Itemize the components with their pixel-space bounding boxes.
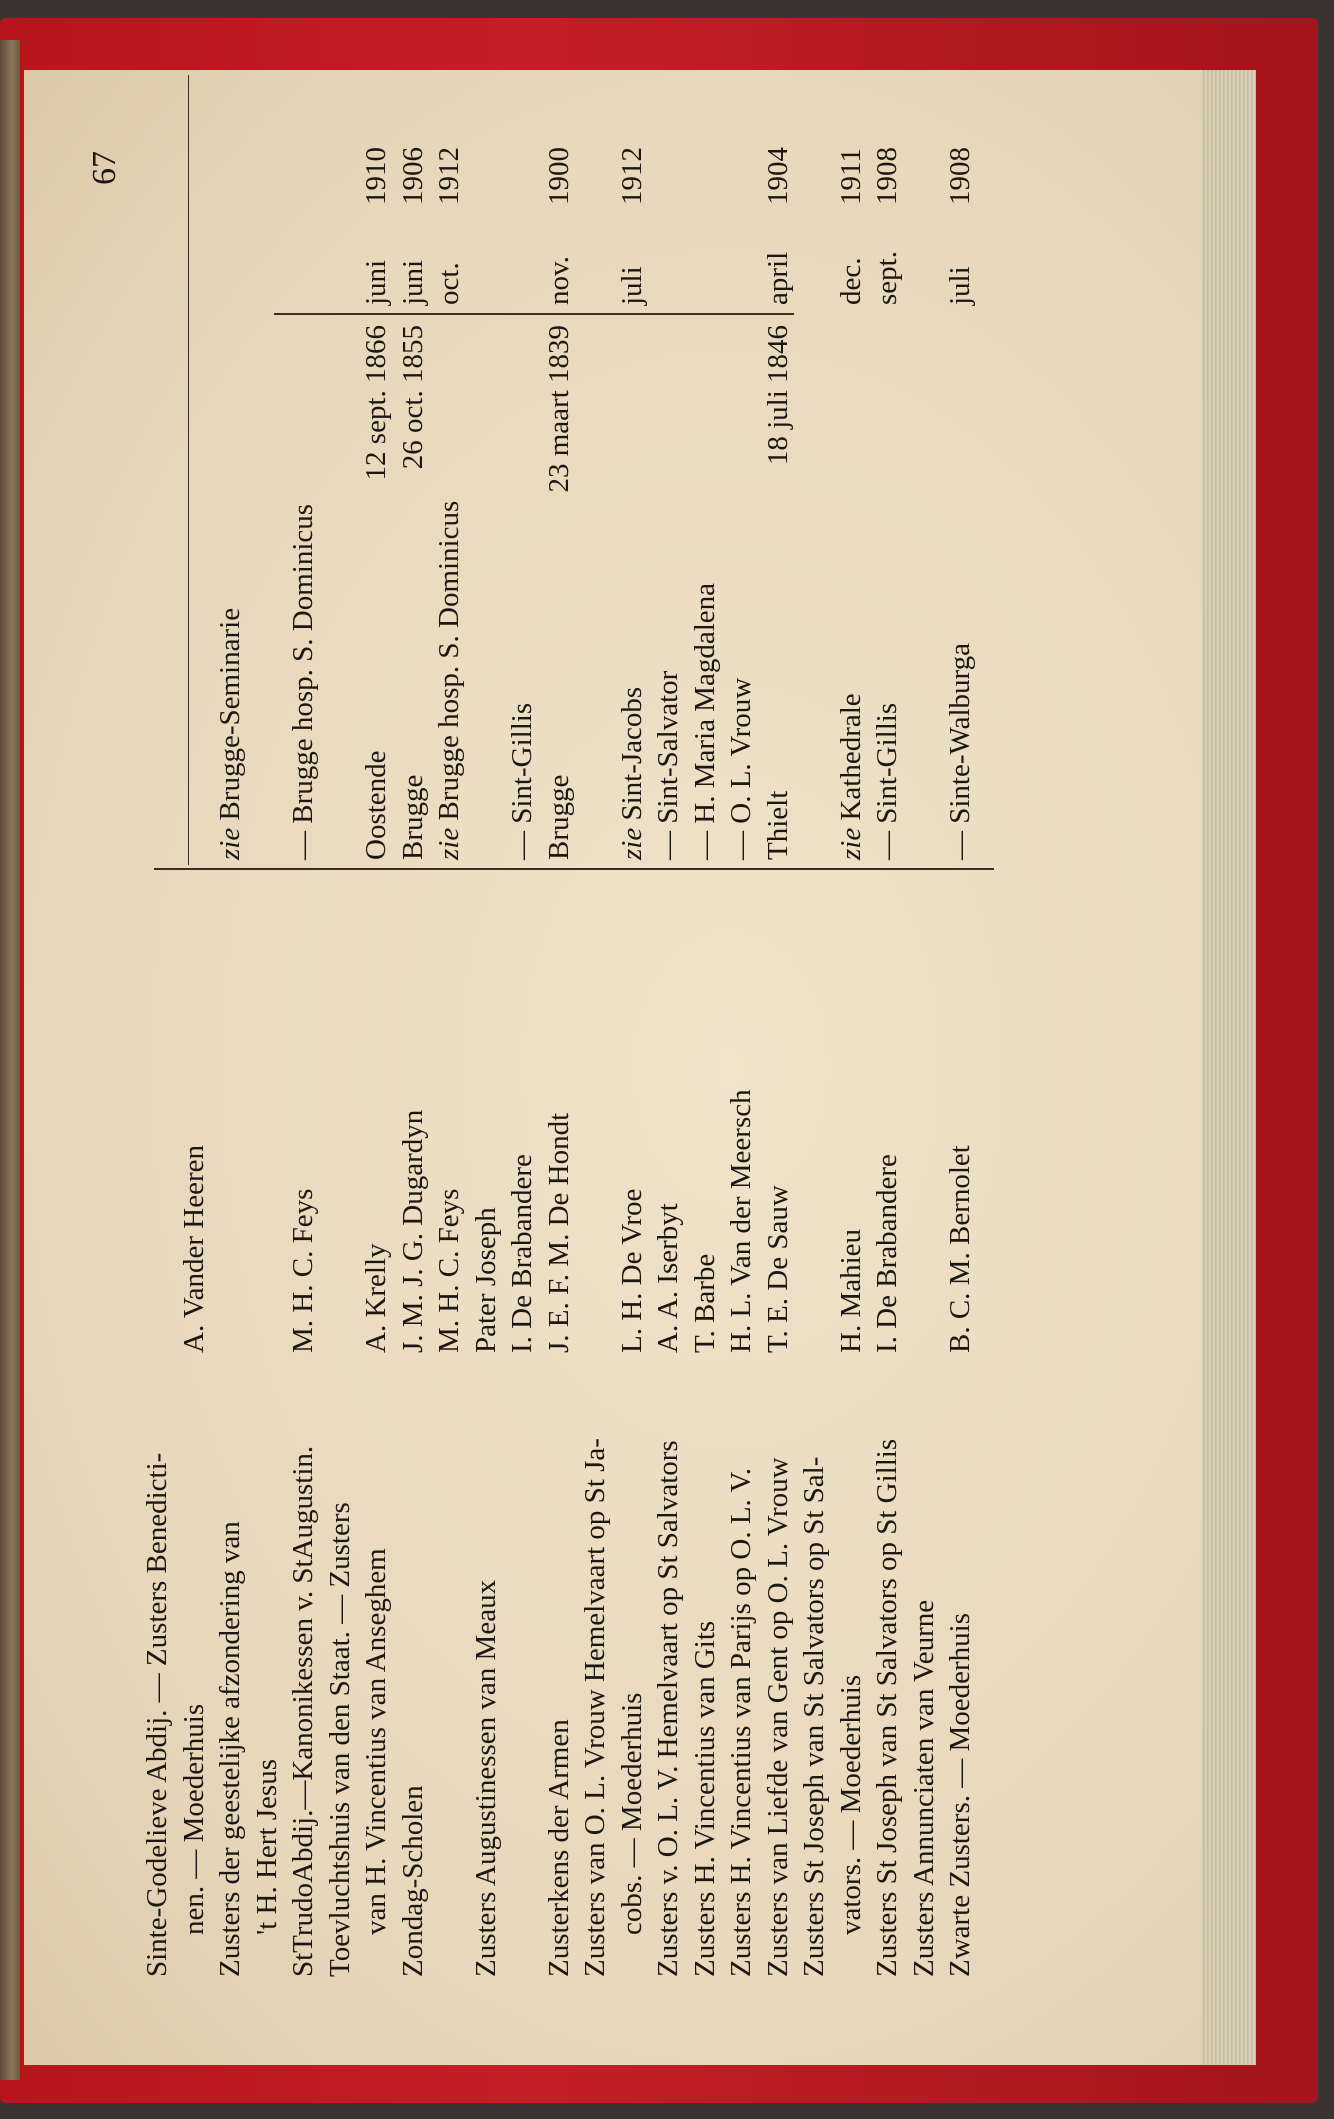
- institution-cell: Sinte-Godelieve Abdij. — Zusters Benedicti-: [141, 1452, 173, 1977]
- institution-cell: Zusters v. O. L. V. Hemelvaart op St Salvators: [652, 1440, 684, 1977]
- institution-cell: Zusters Augustinessen van Meaux: [469, 1579, 502, 1977]
- institution-cell: Toevluchtshuis van den Staat. — Zusters: [323, 1502, 356, 1977]
- book-page: [24, 70, 1202, 2065]
- institution-cell: Zusters H. Vincentius van Gits: [688, 1620, 721, 1977]
- place-cell: — Sinte-Walburga: [944, 642, 976, 860]
- book-spine-edge: [0, 40, 20, 2080]
- place-cell: Thielt: [761, 790, 794, 860]
- month-cell: juli: [615, 266, 648, 305]
- place-cell: — Sint-Gillis: [506, 702, 538, 860]
- director-cell: B. C. M. Bernolet: [944, 1145, 976, 1353]
- year-cell: 1912: [433, 147, 465, 205]
- place-cell: — Sint-Gillis: [871, 702, 903, 860]
- table-row: [833, 70, 869, 2065]
- year-cell: 1908: [871, 147, 903, 205]
- director-cell: L. H. De Vroe: [615, 1188, 648, 1353]
- table-row: [577, 70, 613, 2065]
- birth-date-cell: 18 juli 1846: [761, 325, 794, 466]
- table-row: [358, 70, 394, 2065]
- institution-cell: Zusters der geestelijke afzondering van: [214, 1521, 246, 1977]
- table-row: [176, 70, 212, 2065]
- year-cell: 1910: [360, 147, 392, 205]
- birth-date-cell: 12 sept. 1866: [360, 325, 392, 481]
- table-row: [650, 70, 686, 2065]
- director-cell: T. Barbe: [688, 1253, 721, 1353]
- institution-cell: Zusters van Liefde van Gent op O. L. Vrouw: [761, 1457, 794, 1977]
- page-number: 67: [86, 151, 123, 185]
- institution-cell: Zusters van O. L. Vrouw Hemelvaart op St Ja-: [579, 1438, 611, 1977]
- place-cell: — Brugge hosp. S. Dominicus: [287, 503, 319, 860]
- birth-date-cell: 26 oct. 1855: [396, 325, 429, 470]
- month-cell: juli: [944, 266, 976, 305]
- institution-cell: Zusterkens der Armen: [542, 1719, 575, 1977]
- place-cell: — O. L. Vrouw: [725, 677, 757, 860]
- institution-cell: Zusters H. Vincentius van Parijs op O. L. V.: [725, 1468, 757, 1977]
- institution-cell: StTrudoAbdij.—Kanonikessen v. StAugustin.: [287, 1445, 319, 1977]
- institution-cell: Zusters Annunciaten van Veurne: [907, 1599, 940, 1977]
- month-cell: april: [761, 251, 794, 305]
- month-cell: juni: [360, 259, 392, 305]
- director-cell: J. E. F. M. De Hondt: [542, 1112, 575, 1353]
- table-row: [322, 70, 358, 2065]
- year-cell: 1908: [944, 147, 976, 205]
- table-row: [504, 70, 540, 2065]
- year-cell: 1911: [834, 148, 867, 205]
- director-cell: A. Krelly: [360, 1243, 392, 1353]
- rotated-page-content: [24, 70, 1202, 2065]
- director-cell: Pater Joseph: [469, 1207, 502, 1353]
- year-cell: 1904: [761, 147, 794, 205]
- director-cell: J. M. J. G. Dugardyn: [396, 1109, 429, 1353]
- institution-cell: Zwarte Zusters. — Moederhuis: [944, 1612, 976, 1977]
- place-cell: zie Kathedrale: [834, 693, 867, 860]
- director-cell: T. E. De Sauw: [761, 1185, 794, 1353]
- institution-cell: 't H. Hert Jesus: [250, 1759, 283, 1935]
- director-cell: I. De Brabandere: [871, 1154, 903, 1353]
- table-row: [212, 70, 248, 2065]
- table-row: [431, 70, 467, 2065]
- place-cell: zie Sint-Jacobs: [615, 686, 648, 860]
- institution-cell: Zusters St Joseph van St Salvators op St Gillis: [871, 1438, 903, 1977]
- director-cell: M. H. C. Feys: [287, 1188, 319, 1353]
- table-row: [395, 70, 431, 2065]
- director-cell: A. Vander Heeren: [177, 1144, 210, 1353]
- page-edges: [1198, 70, 1256, 2065]
- place-cell: Oostende: [360, 750, 392, 860]
- director-cell: M. H. C. Feys: [433, 1188, 465, 1353]
- place-cell: — H. Maria Magdalena: [688, 582, 721, 860]
- director-cell: H. L. Van der Meersch: [725, 1089, 757, 1353]
- director-cell: A. A. Iserbyt: [652, 1203, 684, 1353]
- table-row: [249, 70, 285, 2065]
- table-row: [760, 70, 796, 2065]
- institution-cell: cobs. — Moederhuis: [615, 1692, 648, 1935]
- birth-date-cell: 23 maart 1839: [542, 325, 575, 493]
- table-row: [541, 70, 577, 2065]
- place-cell: zie Brugge-Seminarie: [214, 607, 246, 860]
- year-cell: 1912: [615, 147, 648, 205]
- table-row: [614, 70, 650, 2065]
- institution-cell: vators. — Moederhuis: [834, 1674, 867, 1935]
- table-row: [687, 70, 723, 2065]
- table-row: [869, 70, 905, 2065]
- director-cell: I. De Brabandere: [506, 1154, 538, 1353]
- year-cell: 1900: [542, 147, 575, 205]
- table-row: [468, 70, 504, 2065]
- table-row: [906, 70, 942, 2065]
- place-cell: — Sint-Salvator: [652, 670, 684, 860]
- table-row: [139, 70, 175, 2065]
- month-cell: oct.: [433, 262, 465, 305]
- place-cell: zie Brugge hosp. S. Dominicus: [433, 500, 465, 860]
- month-cell: juni: [396, 259, 429, 305]
- month-cell: sept.: [871, 251, 903, 305]
- institution-cell: nen. — Moederhuis: [177, 1703, 210, 1935]
- table-row: [796, 70, 832, 2065]
- place-cell: Brugge: [396, 774, 429, 860]
- institution-cell: van H. Vincentius van Anseghem: [360, 1548, 392, 1935]
- institution-cell: Zusters St Joseph van St Salvators op St Sal-: [798, 1456, 830, 1977]
- table-row: [723, 70, 759, 2065]
- year-cell: 1906: [396, 147, 429, 205]
- place-cell: Brugge: [542, 774, 575, 860]
- table-row: [285, 70, 321, 2065]
- month-cell: dec.: [834, 257, 867, 305]
- director-cell: H. Mahieu: [834, 1228, 867, 1353]
- institution-cell: Zondag-Scholen: [396, 1785, 429, 1977]
- month-cell: nov.: [542, 256, 575, 305]
- table-row: [942, 70, 978, 2065]
